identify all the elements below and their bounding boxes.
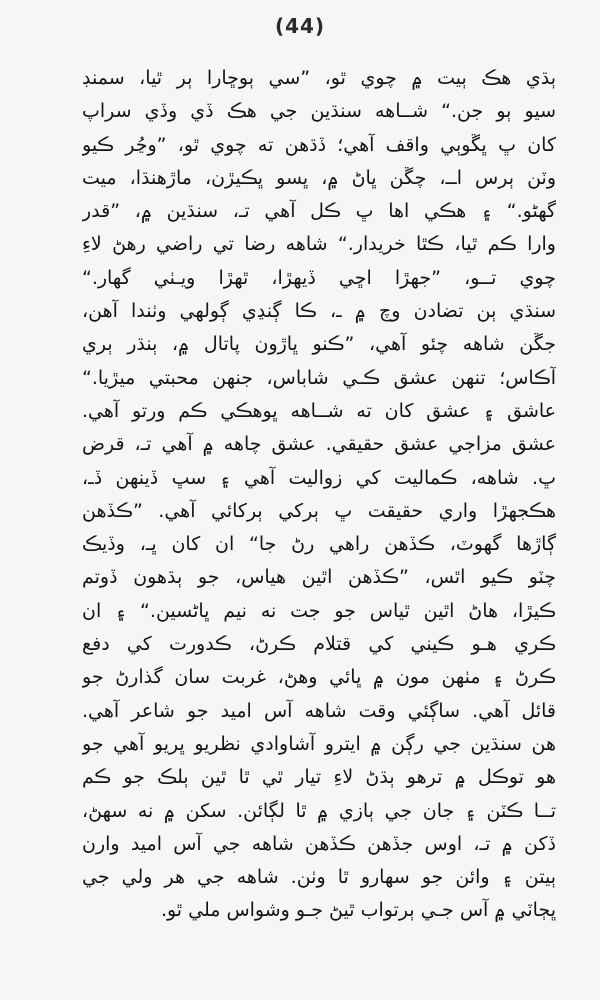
text-line: جڱن شاهه چئو آهي، ”ڪنو ڀاڙون پاتال ۾، ٻنڌر ٻري <box>82 333 556 356</box>
text-line: ٻيتن ۽ وائن جو سهارو ٿا وٺن. شاهه جي هر ولي جي <box>82 866 556 889</box>
text-line: ڪرڻ ۽ مٺهن مون ۾ ڀائي وهڻ، غربت سان گذارڻ جو <box>82 666 556 689</box>
text-line: ٻڌي هڪ ٻيت ۾ چوي ٿو، ”سي ٻوڇارا ٻر ٿيا، سمنڊ <box>82 67 556 89</box>
text-line: کان ڀ ڀڱوٻي واقف آهي؛ ڏڌهن ته چوي ٿو، ”وڃُر ڪيو <box>82 133 556 156</box>
text-line: ڏکن ۾ تـ، اوس جڏهن ڪڏهن شاهه جي آس اميد وارن <box>82 832 556 855</box>
text-line: ڪيڙا، هاڻ اٿين ٿياس جو جت نه نيم ڀاڻسين.“ ۽ ان <box>82 599 556 622</box>
body-text <box>82 62 556 928</box>
text-line: چٽو ڪيو اٿس، ”ڪڏهن اٿين هياس، جو ٻڌهون ڏوتم <box>82 566 556 589</box>
text-line-last: ڀڄاٽي ۾ آس جـي ٻرتواب ٿيڻ جـو وشواس ملي ٿو. <box>160 899 556 922</box>
text-line: ڀ. شاهه، ڪماليت کي زواليت آهي ۽ سڀ ڏينهن ڏـ، <box>82 466 556 489</box>
text-line: آڪاس؛ تنهن عشق ڪـي شاباس، جنهن محبتي ميڙيا.“ <box>82 366 556 389</box>
text-line: عشق مزاجي عشق حقيقي. عشق چاهه ۾ آهي تـ، قرض <box>82 433 556 456</box>
page-number: (44) <box>274 14 326 38</box>
text-line: ڳاڙها گهوٽ، ڪڏهن راهي رڻ جا“ ان کان ڀـ، وڏيڪ <box>82 533 556 556</box>
text-line: هو توڪل ۾ ترهو ٻڌڻ لاءِ تيار ٿي ٿا ٿين ٻلڪ جو ڪم <box>82 766 556 789</box>
text-line: سنڌي ٻن تضادن وچ ۾ ـ، ڪا ڳنڍي ڳولهي وٺندا آهن، <box>82 300 556 323</box>
text-line: وارا ڪم ٿيا، ڪٿا خريدار.“ شاهه رضا تي راضي رهڻ لاءِ <box>82 233 556 256</box>
text-line: هڪجهڙا واري حقيقت ڀ ٻرکي ٻرکائي آهي. ”ڪڏهن <box>82 499 556 522</box>
text-line: قائل آهي. ساڳئي وقت شاهه آس اميد جو شاعر آهي. <box>82 699 556 722</box>
text-line: سيو ٻو جن.“ شــاهه سنڌين جي هڪ ڏي وڏي سراپ <box>82 100 556 123</box>
text-line: وٽن ٻرس اــ، چڱن ڀاڻ ۾، ڀسو ڀڪيڙن، ماڙهنڌا، ميت <box>82 166 556 189</box>
text-line: ڪري هـو ڪيني کي قتلام ڪرڻ، ڪدورت کي دفع <box>82 633 556 656</box>
text-line: چوي تــو، ”جهڙا اڇي ڏيهڙا، ٿهڙا ويـٺي گهار.“ <box>82 266 556 289</box>
text-line: عاشق ۽ عشق کان ته شــاهه ڀوهڪي ڪم ورتو آهي. <box>82 399 556 422</box>
text-line: هن سنڌين جي رڳن ۾ ايترو آشاوادي نظريو ڀريو آهي جو <box>82 732 556 755</box>
text-line: گهڻو.“ ۽ هڪي اها ڀ ڪل آهي تـ، سنڌين ۾، ”قدر <box>82 200 556 223</box>
text-line: تــا ڪٽن ۽ جان جي ٻازي ۾ ٿا لڳائن. سکن ۾ نه سهڻ، <box>82 799 556 822</box>
